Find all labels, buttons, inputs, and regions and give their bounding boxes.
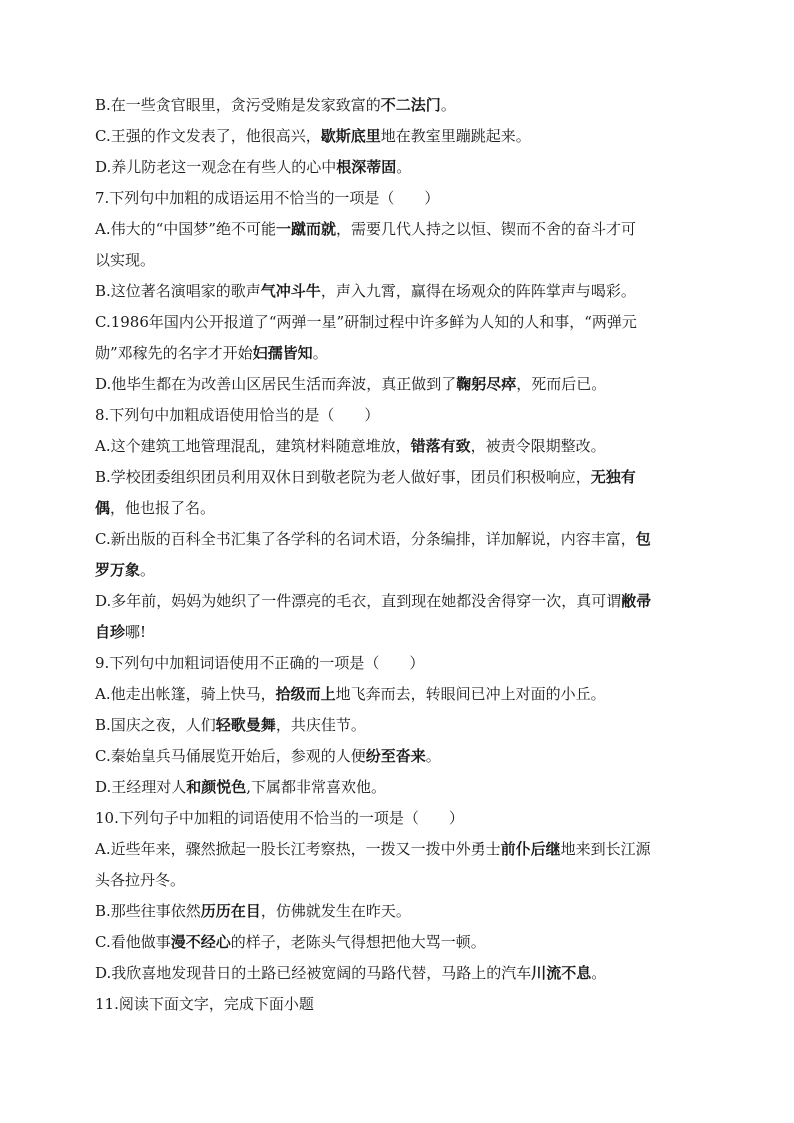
- text-line: [95, 741, 705, 772]
- text-run: 勋”邓稼先的名字才开始: [95, 344, 253, 362]
- text-run: 8.下列句中加粗成语使用恰当的是（ ）: [95, 406, 380, 424]
- text-run: ,下属都非常喜欢他。: [246, 778, 387, 796]
- text-run: 以实现。: [95, 251, 156, 269]
- text-line: [95, 555, 705, 586]
- text-line: [95, 586, 705, 617]
- bold-phrase: 漫不经心: [170, 933, 231, 951]
- text-line: [95, 431, 705, 462]
- text-line: [95, 183, 705, 214]
- bold-phrase: 根深蒂固: [336, 158, 397, 176]
- text-run: 地来到长江源: [560, 840, 651, 858]
- text-run: ，声入九霄，赢得在场观众的阵阵掌声与喝彩。: [320, 282, 636, 300]
- text-line: [95, 245, 705, 276]
- bold-phrase: 和颜悦色: [186, 778, 247, 796]
- text-line: [95, 834, 705, 865]
- text-line: [95, 400, 705, 431]
- text-line: [95, 896, 705, 927]
- bold-phrase: 错落有致: [410, 437, 471, 455]
- text-run: 哪!: [125, 623, 147, 641]
- text-run: 地在教室里蹦跳起来。: [380, 127, 531, 145]
- text-line: [95, 865, 705, 896]
- text-run: ，需要几代人持之以恒、锲而不舍的奋斗才可: [335, 220, 636, 238]
- text-run: 的样子，老陈头气得想把他大骂一顿。: [230, 933, 486, 951]
- text-run: 10.下列句子中加粗的词语使用不恰当的一项是（ ）: [95, 809, 464, 827]
- text-run: 。: [591, 964, 607, 982]
- text-run: ，死而后已。: [516, 375, 607, 393]
- text-run: ，他也报了名。: [110, 499, 216, 517]
- bold-phrase: 偶: [95, 499, 111, 517]
- text-line: [95, 989, 705, 1020]
- text-line: [95, 803, 705, 834]
- text-run: 9.下列句中加粗词语使用不正确的一项是（ ）: [95, 654, 425, 672]
- text-run: A.这个建筑工地管理混乱，建筑材料随意堆放，: [95, 437, 411, 455]
- bold-phrase: 罗万象: [95, 561, 141, 579]
- text-line: [95, 679, 705, 710]
- bold-phrase: 轻歌曼舞: [215, 716, 276, 734]
- text-run: D.多年前，妈妈为她织了一件漂亮的毛衣，直到现在她都没舍得穿一次，真可谓: [95, 592, 622, 610]
- text-run: ，仿佛就发生在昨天。: [260, 902, 411, 920]
- text-run: B.国庆之夜，人们: [95, 716, 216, 734]
- text-run: ，被责令限期整改。: [470, 437, 606, 455]
- text-run: C.1986年国内公开报道了“两弹一星”研制过程中许多鲜为人知的人和事，“两弹元: [95, 313, 637, 331]
- text-run: 7.下列句中加粗的成语运用不恰当的一项是（ ）: [95, 189, 440, 207]
- text-run: C.秦始皇兵马俑展览开始后，参观的人便: [95, 747, 366, 765]
- text-run: 11.阅读下面文字，完成下面小题: [95, 995, 314, 1013]
- text-line: [95, 276, 705, 307]
- text-run: C.看他做事: [95, 933, 171, 951]
- bold-phrase: 气冲斗牛: [260, 282, 321, 300]
- bold-phrase: 歇斯底里: [320, 127, 381, 145]
- text-line: [95, 524, 705, 555]
- text-line: [95, 772, 705, 803]
- bold-phrase: 鞠躬尽瘁: [456, 375, 517, 393]
- text-run: D.养儿防老这一观念在有些人的心中: [95, 158, 337, 176]
- text-run: C.王强的作文发表了，他很高兴，: [95, 127, 321, 145]
- bold-phrase: 纷至沓来: [365, 747, 426, 765]
- bold-phrase: 一蹴而就: [275, 220, 336, 238]
- text-run: 头各拉丹冬。: [95, 871, 186, 889]
- text-run: B.这位著名演唱家的歌声: [95, 282, 261, 300]
- text-line: [95, 338, 705, 369]
- bold-phrase: 包: [635, 530, 651, 548]
- text-line: [95, 493, 705, 524]
- bold-phrase: 无独有: [590, 468, 636, 486]
- text-run: D.王经理对人: [95, 778, 187, 796]
- text-run: A.近些年来，骤然掀起一股长江考察热，一拨又一拨中外勇士: [95, 840, 501, 858]
- text-run: B.那些往事依然: [95, 902, 201, 920]
- text-line: [95, 90, 705, 121]
- bold-phrase: 妇孺皆知: [252, 344, 313, 362]
- text-run: 。: [396, 158, 412, 176]
- text-run: A.伟大的“中国梦”绝不可能: [95, 220, 276, 238]
- text-line: [95, 121, 705, 152]
- text-line: [95, 152, 705, 183]
- text-run: 。: [140, 561, 156, 579]
- text-run: D.他毕生都在为改善山区居民生活而奔波，真正做到了: [95, 375, 457, 393]
- bold-phrase: 前仆后继: [500, 840, 561, 858]
- text-run: B.在一些贪官眼里，贪污受贿是发家致富的: [95, 96, 381, 114]
- bold-phrase: 自珍: [95, 623, 126, 641]
- text-line: [95, 214, 705, 245]
- bold-phrase: 拾级而上: [275, 685, 336, 703]
- text-line: [95, 307, 705, 338]
- text-run: 。: [425, 747, 441, 765]
- text-line: [95, 958, 705, 989]
- text-run: 。: [312, 344, 328, 362]
- text-run: C.新出版的百科全书汇集了各学科的名词术语，分条编排，详加解说，内容丰富，: [95, 530, 636, 548]
- text-run: A.他走出帐篷，骑上快马，: [95, 685, 276, 703]
- text-run: B.学校团委组织团员利用双休日到敬老院为老人做好事，团员们积极响应，: [95, 468, 591, 486]
- text-run: 地飞奔而去，转眼间已冲上对面的小丘。: [335, 685, 606, 703]
- text-run: D.我欣喜地发现昔日的土路已经被宽阔的马路代替，马路上的汽车: [95, 964, 532, 982]
- text-line: [95, 462, 705, 493]
- text-line: [95, 927, 705, 958]
- document-page: [95, 90, 705, 1020]
- text-run: ，共庆佳节。: [275, 716, 366, 734]
- bold-phrase: 敝帚: [621, 592, 652, 610]
- text-run: 。: [440, 96, 456, 114]
- text-line: [95, 648, 705, 679]
- bold-phrase: 不二法门: [380, 96, 441, 114]
- bold-phrase: 川流不息: [531, 964, 592, 982]
- bold-phrase: 历历在目: [200, 902, 261, 920]
- text-line: [95, 617, 705, 648]
- text-line: [95, 710, 705, 741]
- text-line: [95, 369, 705, 400]
